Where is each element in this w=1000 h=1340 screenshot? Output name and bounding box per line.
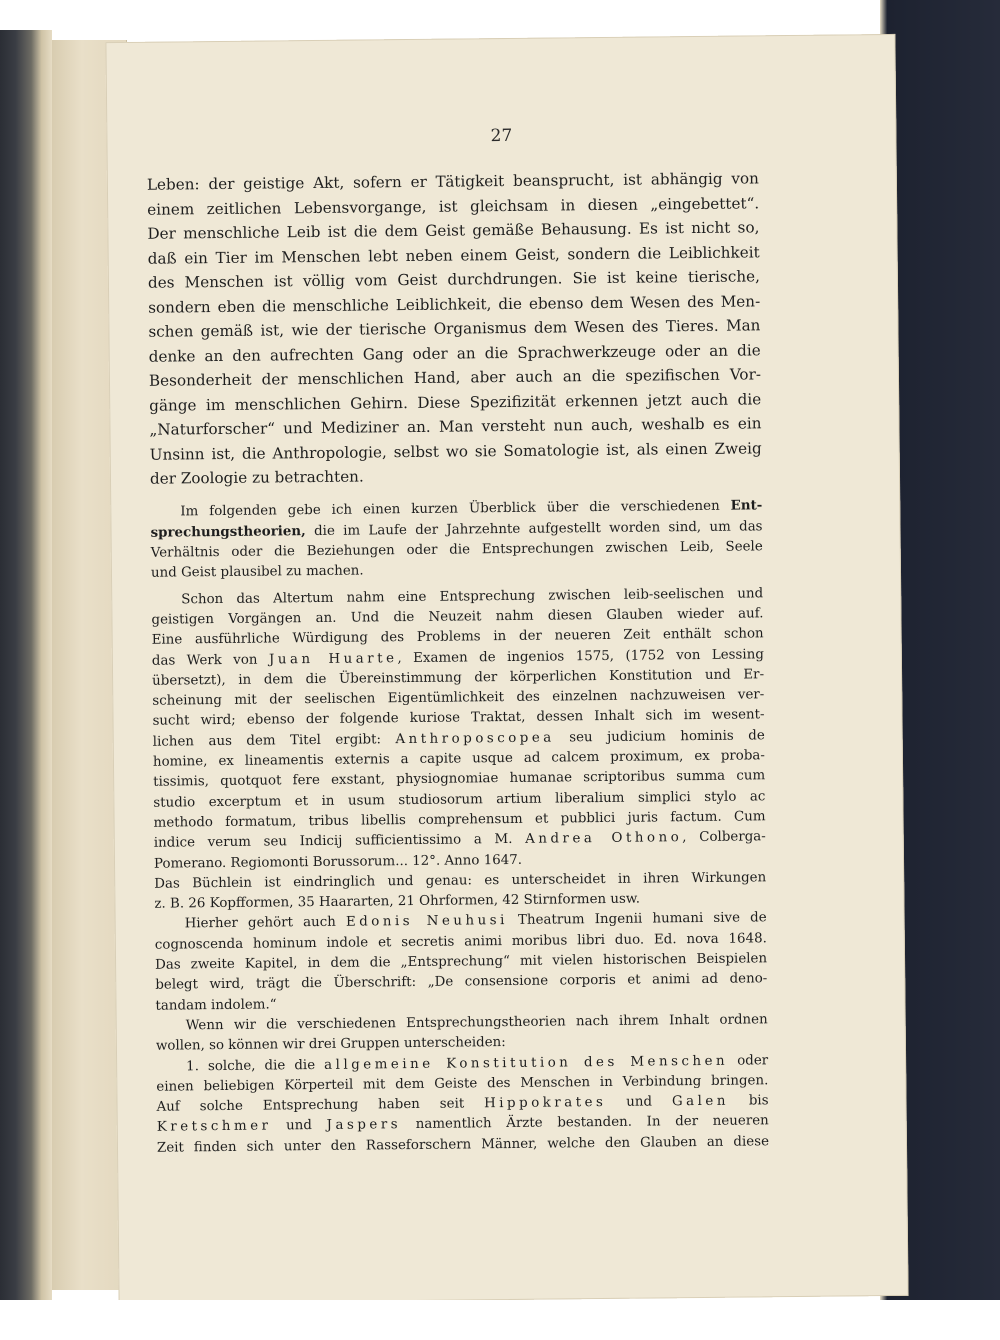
book-cover-left bbox=[0, 30, 52, 1300]
text-line: belegt wird, trägt die Überschrift: „De consensione corporis et animi ad deno- bbox=[155, 971, 768, 994]
text-line: das Werk von Juan Huarte, Examen de ingenios 1575, (1752 von Lessing bbox=[151, 646, 764, 669]
text-line: geistigen Vorgängen an. Und die Neuzeit nahm diesen Glauben wieder auf. bbox=[151, 606, 764, 628]
text-line: methodo formatum, tribus libellis comprehensum et pubblici juris factum. Cum bbox=[153, 809, 766, 831]
paragraph-5 bbox=[155, 909, 768, 1017]
text-line: Wenn wir die verschiedenen Entsprechungstheorien nach ihrem Inhalt ordnen bbox=[185, 1012, 768, 1034]
text-line: tissimis, quotquot fere exstant, physiognomiae humanae scriptoribus summa cum bbox=[153, 768, 766, 791]
text-line: Unsinn ist, die Anthropologie, selbst wo sie Somatologie ist, als einen Zweig bbox=[149, 438, 762, 464]
author-name: Hippokrates bbox=[483, 1095, 607, 1112]
author-name: Galen bbox=[671, 1093, 730, 1110]
text-line: homine, ex lineamentis externis a capite usque ad calcem proximum, ex proba- bbox=[152, 748, 766, 770]
paragraph-7 bbox=[156, 1051, 769, 1159]
text-line: „Naturforscher“ und Mediziner an. Man versteht nun auch, weshalb es ein bbox=[149, 414, 762, 439]
text-line: Leben: der geistige Akt, sofern er Tätigkeit beansprucht, ist abhängig von bbox=[146, 169, 759, 194]
author-name: Edonis Neuhusi bbox=[345, 913, 508, 931]
text-line: daß ein Tier im Menschen lebt neben einem Geist, sondern die Leiblichkeit bbox=[147, 242, 760, 268]
text-line: einen beliebigen Körperteil mit dem Geiste des Menschen in Verbindung bringen. bbox=[156, 1073, 769, 1095]
text-line: denke an den aufrechten Gang oder an die Sprachwerkzeuge oder an die bbox=[148, 340, 761, 366]
paragraph-3 bbox=[151, 584, 766, 875]
text-line: studio excerptum et in usum studiosorum artium liberalium simplici stylo ac bbox=[153, 788, 766, 811]
paragraph-2 bbox=[150, 495, 763, 585]
text-line: Zeit finden sich unter den Rasseforschern Männer, welche den Glauben an diese bbox=[156, 1133, 770, 1156]
text-line: Auf solche Entsprechung haben seit Hippokrates und Galen bis bbox=[156, 1093, 769, 1115]
text-line: 1. solche, die die allgemeine Konstitution des Menschen oder bbox=[186, 1052, 769, 1074]
text-line: Besonderheit der menschlichen Hand, aber auch an die spezifischen Vor- bbox=[148, 365, 762, 390]
author-name: Andrea Othono bbox=[525, 830, 683, 848]
text-line: Verhältnis oder die Beziehungen oder die Entsprechungen zwischen Leib, Seele bbox=[150, 539, 763, 561]
author-name: Juan Huarte bbox=[268, 650, 398, 668]
text-line: Der menschliche Leib ist die dem Geist gemäße Behausung. Es ist nicht so, bbox=[147, 218, 760, 243]
page-number: 27 bbox=[490, 125, 513, 147]
text-line: und Geist plausibel zu machen. bbox=[150, 563, 364, 582]
paragraph-6 bbox=[156, 1010, 768, 1057]
text-line: wollen, so können wir drei Gruppen unterscheiden: bbox=[155, 1035, 506, 1054]
text-line: Kretschmer und Jaspers namentlich Ärzte bestanden. In der neueren bbox=[156, 1113, 769, 1136]
author-name: Kretschmer bbox=[156, 1118, 272, 1136]
text-line: lichen aus dem Titel ergibt: Anthroposcopea seu judicium hominis de bbox=[152, 728, 765, 750]
text-line: Das zweite Kapitel, in dem die „Entsprechung“ mit vielen historischen Beispielen bbox=[155, 951, 768, 973]
text-line: übersetzt), in dem die Übereinstimmung der körperlichen Konstitution und Er- bbox=[152, 667, 765, 689]
spaced-term: allgemeine Konstitution des Menschen bbox=[324, 1053, 729, 1073]
text-line: Schon das Altertum nahm eine Entsprechung zwischen leib-seelischen und bbox=[181, 586, 764, 608]
text-line: Pomerano. Regiomonti Borussorum... 12°. Anno 1647. bbox=[153, 852, 523, 872]
text-line: Im folgenden gebe ich einen kurzen Überblick über die verschiedenen Ent- bbox=[180, 496, 763, 519]
text-line: sucht wird; ebenso der folgende kuriose Traktat, dessen Inhalt sich im wesent- bbox=[152, 707, 765, 730]
text-line: Eine ausführliche Würdigung des Problems in der neueren Zeit enthält schon bbox=[151, 626, 764, 649]
text-line: z. B. 26 Kopfformen, 35 Haararten, 21 Ohrformen, 42 Stirnformen usw. bbox=[154, 891, 641, 912]
text-line: cognoscenda hominum indole et secretis animi moribus libri duo. Ed. nova 1648. bbox=[154, 931, 767, 953]
text-line: sprechungstheorien, die im Laufe der Jahrzehnte aufgestellt worden sind, um das bbox=[150, 519, 763, 541]
text-line: der Zoologie zu betrachten. bbox=[149, 467, 364, 488]
spaced-title: Anthroposcopea bbox=[395, 730, 555, 747]
text-line: tandam indolem.“ bbox=[155, 997, 277, 1014]
text-line: scheinung mit der seelischen Eigentümlichkeit des einzelnen nachzuweisen ver- bbox=[152, 687, 765, 709]
author-name: Jaspers bbox=[326, 1117, 402, 1134]
text-line: indice verum seu Indicij sufficientissimo a M. Andrea Othono, Colberga- bbox=[153, 829, 766, 851]
text-line: des Menschen ist völlig vom Geist durchdrungen. Sie ist keine tierische, bbox=[147, 267, 760, 292]
scan-margin bbox=[0, 1300, 1000, 1340]
paragraph-1 bbox=[147, 166, 762, 491]
text-line: schen gemäß ist, wie der tierische Organismus dem Wesen des Tieres. Man bbox=[148, 316, 761, 341]
body-text bbox=[147, 166, 769, 1158]
text-line: Das Büchlein ist eindringlich und genau: es unterscheidet in ihren Wirkungen bbox=[154, 870, 767, 892]
paragraph-4 bbox=[154, 868, 766, 915]
text-line: einem zeitlichen Lebensvorgange, ist gleichsam in diesen „eingebettet“. bbox=[147, 193, 760, 219]
text-line: Hierher gehört auch Edonis Neuhusi Theatrum Ingenii humani sive de bbox=[184, 910, 767, 932]
text-line: sondern eben die menschliche Leiblichkeit, die ebenso dem Wesen des Men- bbox=[148, 291, 761, 317]
text-line: gänge im menschlichen Gehirn. Diese Spezifizität erkennen jetzt auch die bbox=[149, 389, 762, 415]
page-sheet bbox=[105, 34, 908, 1304]
